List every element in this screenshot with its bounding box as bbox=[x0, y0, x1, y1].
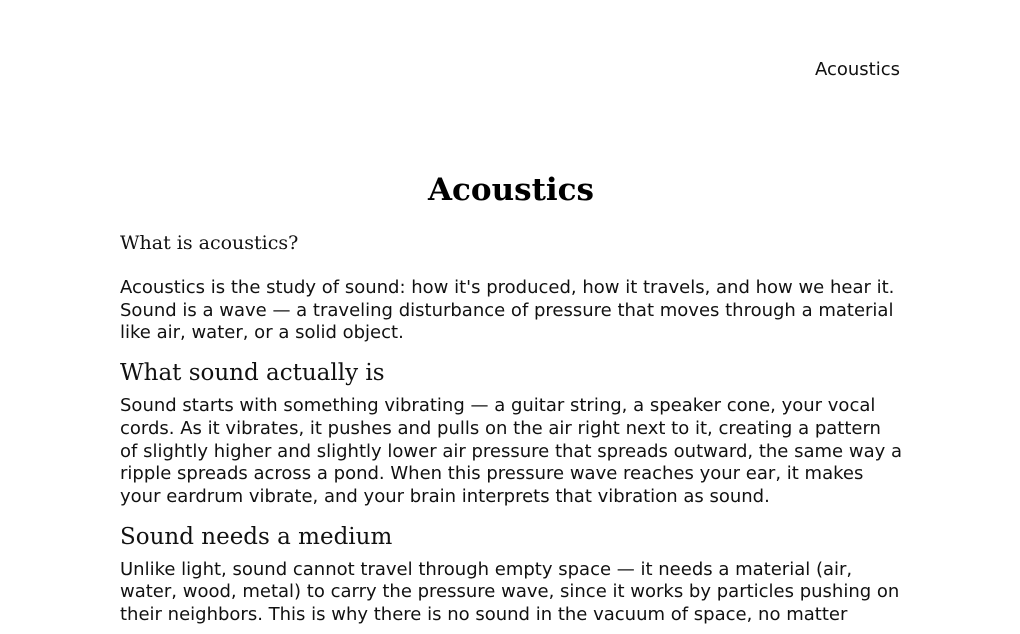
document-subtitle: What is acoustics? bbox=[120, 232, 299, 254]
section-paragraph-sound-needs-medium: Unlike light, sound cannot travel through empty space — it needs a material (air, water, wood, metal) to carry the pressure wave, since it works by particles pushing on their neighbors. This is why there is no sound in the vacuum of space, no matter bbox=[120, 558, 900, 626]
intro-paragraph: Acoustics is the study of sound: how it's produced, how it travels, and how we hear it. Sound is a wave — a traveling disturbance of pressure that moves through a material like air, water, or a solid object. bbox=[120, 277, 895, 344]
section-heading-sound-needs-medium: Sound needs a medium bbox=[120, 523, 393, 550]
document-title: Acoustics bbox=[427, 172, 595, 208]
section-heading-what-sound-is: What sound actually is bbox=[120, 360, 385, 387]
section-paragraph-what-sound-is: Sound starts with something vibrating — a guitar string, a speaker cone, your vocal cords. As it vibrates, it pushes and pulls on the air right next to it, creating a pattern of slightly higher and slightly lower air pressure that spreads outward, the same way a ripple spreads across a pond. When this pressure wave reaches your ear, it makes your eardrum vibrate, and your brain interprets that vibration as sound. bbox=[120, 395, 902, 507]
running-header: Acoustics bbox=[814, 59, 900, 80]
document-body bbox=[120, 170, 902, 627]
